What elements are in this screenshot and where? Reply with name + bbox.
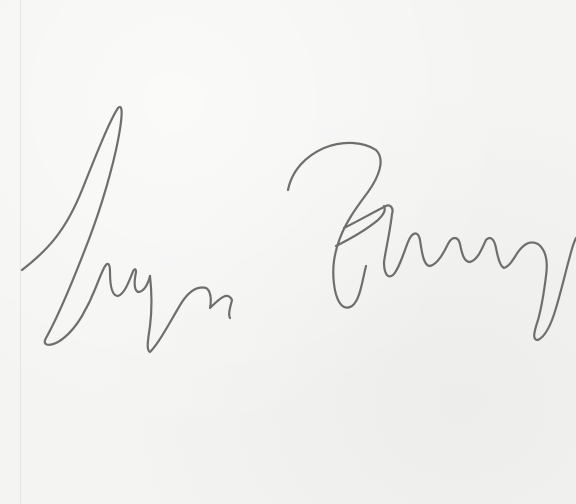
signature-stroke-ij [92,264,150,296]
signature-stroke-hang [384,214,576,340]
signature-stroke-l [22,107,122,345]
signature-stroke-z [288,143,381,308]
signature-stroke-ia [148,276,232,352]
